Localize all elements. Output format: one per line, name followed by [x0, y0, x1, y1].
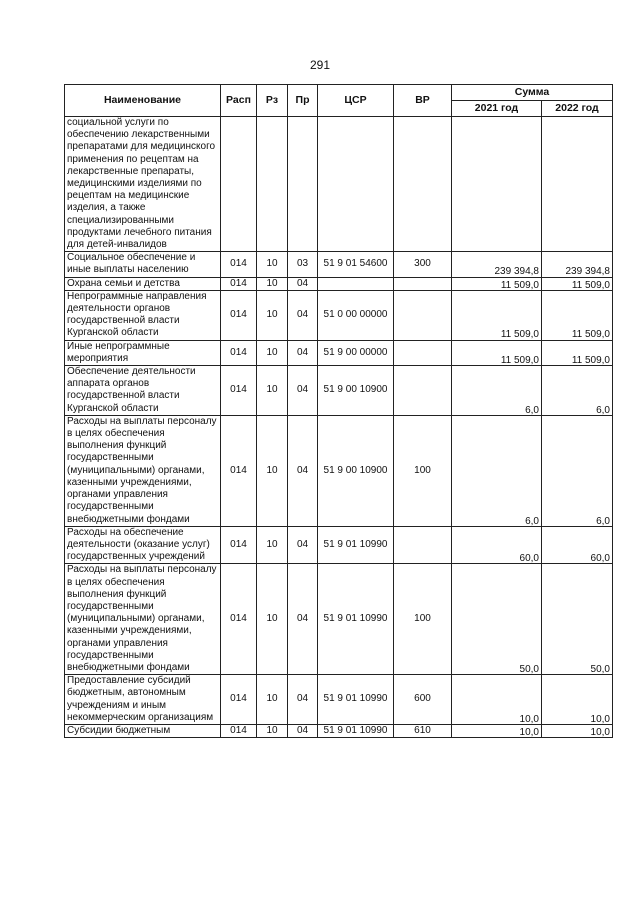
cell-rasp: 014 [221, 252, 257, 277]
cell-sum-2022-value: 11 509,0 [571, 279, 610, 291]
cell-rasp: 014 [221, 415, 257, 526]
cell-sum-2022 [542, 724, 613, 737]
table-row [65, 290, 613, 340]
cell-sum-2022-value: 239 394,8 [565, 266, 610, 278]
cell-sum-2022 [542, 340, 613, 365]
cell-csr: 51 9 01 10990 [318, 724, 394, 737]
table-row [65, 277, 613, 290]
table-row [65, 675, 613, 725]
cell-name: Обеспечение деятельности аппарата органов государственной власти Курганской области [65, 366, 221, 416]
page-number: 291 [309, 58, 331, 72]
cell-sum-2022-value: 60,0 [590, 553, 610, 565]
header-rz: Рз [257, 85, 288, 117]
header-sum: Сумма [452, 85, 613, 101]
cell-vr: 100 [394, 415, 452, 526]
cell-sum-2022 [542, 366, 613, 416]
cell-rasp: 014 [221, 340, 257, 365]
table-body [65, 117, 613, 738]
cell-name: Охрана семьи и детства [65, 277, 221, 290]
cell-rasp: 014 [221, 724, 257, 737]
cell-sum-2022-value: 10,0 [590, 713, 610, 725]
cell-pr: 04 [288, 724, 318, 737]
cell-pr: 04 [288, 564, 318, 675]
cell-csr: 51 9 01 10990 [318, 526, 394, 564]
cell-vr [394, 340, 452, 365]
cell-sum-2021-value: 11 509,0 [500, 279, 539, 291]
cell-csr: 51 9 01 54600 [318, 252, 394, 277]
cell-vr [394, 366, 452, 416]
cell-sum-2021 [452, 415, 542, 526]
cell-sum-2022-value: 11 509,0 [571, 329, 610, 341]
cell-pr: 04 [288, 675, 318, 725]
cell-name: Предоставление субсидий бюджетным, автономным учреждениям и иным некоммерческим организациям [65, 675, 221, 725]
cell-sum-2021 [452, 277, 542, 290]
cell-sum-2021-value: 11 509,0 [500, 354, 539, 366]
header-name: Наименование [65, 85, 221, 117]
cell-sum-2021-value: 50,0 [519, 663, 539, 675]
cell-rz: 10 [257, 724, 288, 737]
table-row [65, 564, 613, 675]
cell-rasp: 014 [221, 290, 257, 340]
cell-vr [394, 290, 452, 340]
cell-sum-2022 [542, 277, 613, 290]
header-csr: ЦСР [318, 85, 394, 117]
cell-rasp: 014 [221, 675, 257, 725]
cell-rz: 10 [257, 526, 288, 564]
cell-csr: 51 9 00 10900 [318, 366, 394, 416]
cell-rz: 10 [257, 290, 288, 340]
cell-vr: 100 [394, 564, 452, 675]
cell-name: Непрограммные направления деятельности органов государственной власти Курганской области [65, 290, 221, 340]
cell-pr: 04 [288, 277, 318, 290]
cell-sum-2021 [452, 564, 542, 675]
cell-sum-2021-value: 10,0 [519, 713, 539, 725]
cell-pr: 03 [288, 252, 318, 277]
cell-pr: 04 [288, 340, 318, 365]
cell-sum-2021 [452, 675, 542, 725]
cell-sum-2022 [542, 526, 613, 564]
table-row [65, 366, 613, 416]
cell-rasp: 014 [221, 366, 257, 416]
cell-sum-2022-value: 11 509,0 [571, 354, 610, 366]
cell-name: Расходы на выплаты персоналу в целях обеспечения выполнения функций государственными (муниципальными) органами, казенными учреждениями, органами управления государственными внебюджетными фондами [65, 415, 221, 526]
header-rasp: Расп [221, 85, 257, 117]
cell-rz: 10 [257, 675, 288, 725]
table-row [65, 415, 613, 526]
cell-vr: 300 [394, 252, 452, 277]
cell-name: Расходы на обеспечение деятельности (оказание услуг) государственных учреждений [65, 526, 221, 564]
cell-sum-2022 [542, 290, 613, 340]
cell-name: социальной услуги по обеспечению лекарственными препаратами для медицинского применения по рецептам на лекарственные препараты, медицинскими изделиями по рецептам на медицинские изделия, а также специализированными продуктами лечебного питания для детей-инвалидов [65, 117, 221, 252]
cell-rz: 10 [257, 277, 288, 290]
cell-csr [318, 277, 394, 290]
cell-sum-2021-value: 239 394,8 [494, 266, 539, 278]
budget-table [64, 84, 613, 738]
cell-csr: 51 9 01 10990 [318, 675, 394, 725]
cell-csr [318, 117, 394, 252]
cell-sum-2022-value: 6,0 [596, 515, 610, 527]
cell-pr: 04 [288, 366, 318, 416]
header-year-2022: 2022 год [542, 101, 613, 117]
cell-pr: 04 [288, 290, 318, 340]
cell-sum-2022 [542, 675, 613, 725]
cell-rasp: 014 [221, 526, 257, 564]
cell-vr: 610 [394, 724, 452, 737]
table-row [65, 526, 613, 564]
cell-vr [394, 277, 452, 290]
cell-name: Расходы на выплаты персоналу в целях обеспечения выполнения функций государственными (муниципальными) органами, казенными учреждениями, органами управления государственными внебюджетными фондами [65, 564, 221, 675]
cell-rasp: 014 [221, 564, 257, 675]
cell-sum-2021 [452, 117, 542, 252]
cell-csr: 51 9 01 10990 [318, 564, 394, 675]
cell-rz [257, 117, 288, 252]
cell-rasp: 014 [221, 277, 257, 290]
table-row [65, 117, 613, 252]
cell-vr [394, 117, 452, 252]
cell-sum-2022-value: 6,0 [596, 404, 610, 416]
cell-sum-2021 [452, 340, 542, 365]
cell-sum-2021 [452, 290, 542, 340]
cell-csr: 51 0 00 00000 [318, 290, 394, 340]
cell-name: Субсидии бюджетным [65, 724, 221, 737]
cell-pr: 04 [288, 415, 318, 526]
cell-name: Иные непрограммные мероприятия [65, 340, 221, 365]
cell-sum-2022 [542, 252, 613, 277]
cell-sum-2022 [542, 564, 613, 675]
cell-sum-2021-value: 60,0 [519, 553, 539, 565]
cell-rz: 10 [257, 415, 288, 526]
header-year-2021: 2021 год [452, 101, 542, 117]
table-row [65, 724, 613, 737]
cell-sum-2022-value: 10,0 [590, 726, 610, 738]
cell-pr: 04 [288, 526, 318, 564]
cell-sum-2021 [452, 724, 542, 737]
cell-sum-2021-value: 6,0 [525, 515, 539, 527]
cell-sum-2022 [542, 117, 613, 252]
cell-rz: 10 [257, 366, 288, 416]
cell-sum-2022-value: 50,0 [590, 663, 610, 675]
cell-csr: 51 9 00 00000 [318, 340, 394, 365]
cell-name: Социальное обеспечение и иные выплаты населению [65, 252, 221, 277]
header-pr: Пр [288, 85, 318, 117]
cell-vr: 600 [394, 675, 452, 725]
cell-sum-2021-value: 6,0 [525, 404, 539, 416]
cell-sum-2021-value: 11 509,0 [500, 329, 539, 341]
cell-rasp [221, 117, 257, 252]
cell-sum-2021 [452, 526, 542, 564]
cell-sum-2021 [452, 252, 542, 277]
cell-pr [288, 117, 318, 252]
cell-sum-2021-value: 10,0 [519, 726, 539, 738]
cell-vr [394, 526, 452, 564]
header-row [65, 85, 613, 101]
cell-csr: 51 9 00 10900 [318, 415, 394, 526]
cell-rz: 10 [257, 564, 288, 675]
table-row [65, 252, 613, 277]
cell-sum-2021 [452, 366, 542, 416]
cell-rz: 10 [257, 252, 288, 277]
header-vr: ВР [394, 85, 452, 117]
cell-sum-2022 [542, 415, 613, 526]
table-row [65, 340, 613, 365]
cell-rz: 10 [257, 340, 288, 365]
